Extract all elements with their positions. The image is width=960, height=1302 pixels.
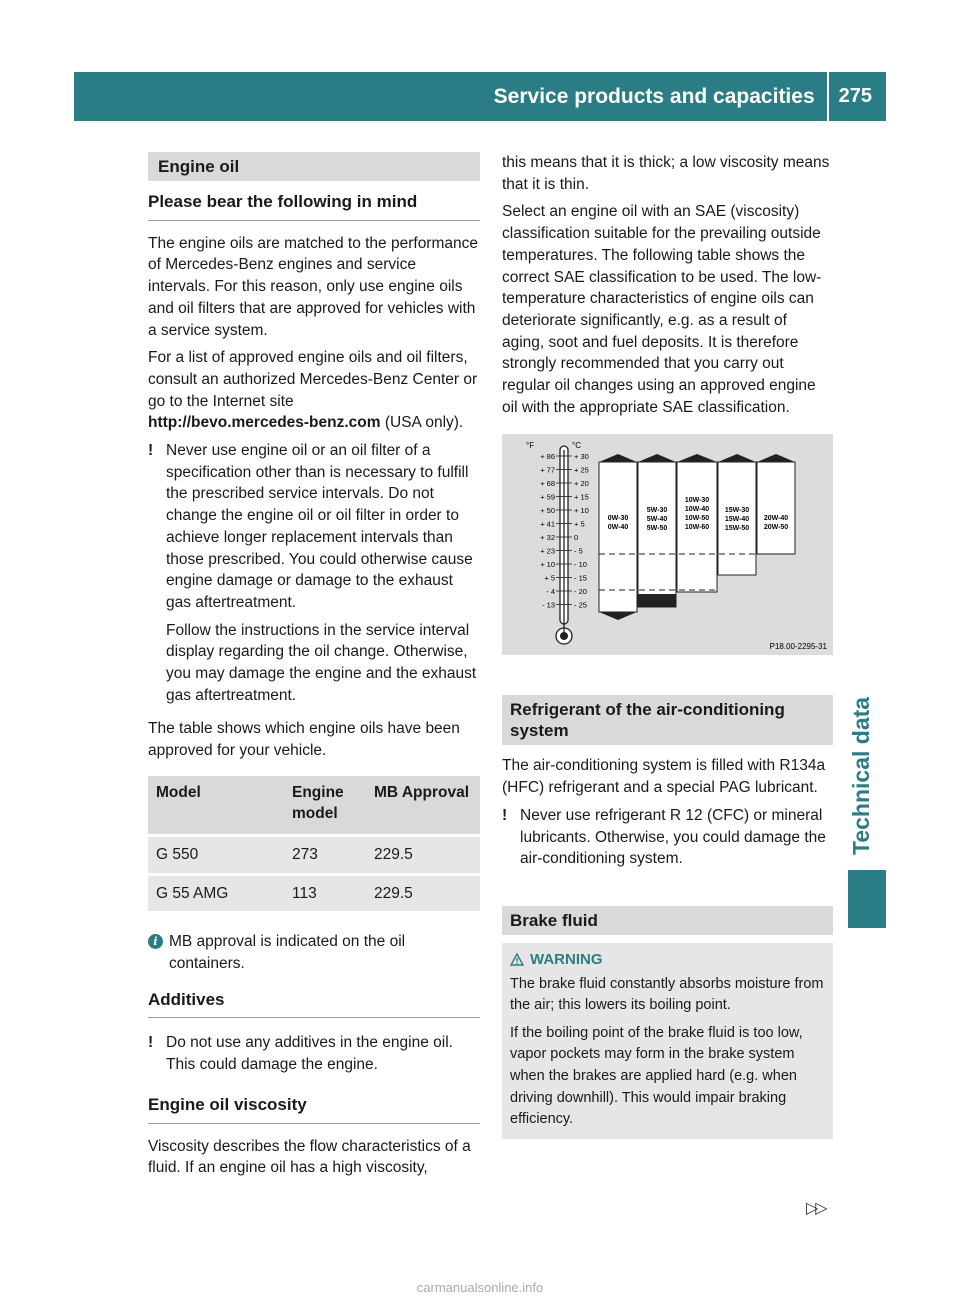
oil-column-arrow [677, 454, 717, 462]
approved-oils-text: For a list of approved engine oils and oil filters, consult an authorized Mercedes-Benz Center or go to the Internet site [148, 349, 478, 410]
fahrenheit-tick-label: + 41 [540, 519, 555, 529]
site-watermark: carmanualsonline.info [416, 1280, 544, 1295]
brake-fluid-heading: Brake fluid [502, 906, 833, 935]
celsius-unit: °C [572, 441, 581, 451]
left-column [148, 152, 480, 1185]
header-mb-approval: MB Approval [366, 776, 480, 834]
celsius-tick-label: 0 [574, 533, 579, 543]
refrigerant-paragraph: The air-conditioning system is filled with R134a (HFC) refrigerant and a special PAG lubricant. [502, 757, 826, 797]
oil-column-arrow [757, 454, 795, 462]
cell-model: G 550 [148, 834, 284, 873]
celsius-tick-label: + 30 [574, 452, 589, 462]
thermometer-bulb-fill [560, 632, 568, 640]
sae-viscosity-diagram [502, 434, 833, 655]
celsius-tick-label: + 15 [574, 492, 589, 502]
fahrenheit-tick-label: + 10 [540, 560, 555, 570]
exclamation-icon: ! [502, 806, 508, 824]
header-engine-model: Engine model [284, 776, 366, 834]
right-column [502, 152, 833, 1139]
warning-label: WARNING [530, 950, 603, 968]
oil-label: 5W-40 [646, 516, 668, 524]
celsius-tick-label: - 15 [574, 573, 587, 583]
approved-oils-paragraph [148, 347, 480, 434]
continue-arrow-icon: ▷▷ [806, 1200, 825, 1217]
oil-label: 15W-40 [724, 516, 750, 524]
cell-mb-approval: 229.5 [366, 873, 480, 912]
exclamation-icon: ! [148, 442, 154, 460]
celsius-tick-label: + 5 [574, 519, 585, 529]
note-additives-text: Do not use any additives in the engine oil. This could damage the engine. [166, 1034, 453, 1074]
cell-model: G 55 AMG [148, 873, 284, 912]
oil-label: 0W-30 [607, 515, 629, 523]
viscosity-heading: Engine oil viscosity [148, 1094, 480, 1124]
fahrenheit-unit: °F [526, 441, 535, 451]
refrigerant-heading: Refrigerant of the air-conditioning system [502, 695, 833, 745]
additives-heading: Additives [148, 989, 480, 1019]
note-oil-spec [148, 440, 480, 712]
cell-mb-approval: 229.5 [366, 834, 480, 873]
fahrenheit-tick-label: + 68 [540, 479, 555, 489]
oil-label: 5W-50 [646, 525, 668, 533]
table-row [148, 834, 480, 873]
sae-viscosity-chart [502, 434, 833, 655]
viscosity-continued: this means that it is thick; a low viscosity means that it is thin. [502, 154, 830, 193]
fahrenheit-tick-label: + 50 [540, 506, 555, 516]
info-mb-approval [148, 931, 480, 974]
fahrenheit-tick-label: - 4 [546, 587, 555, 597]
fahrenheit-tick-label: + 32 [540, 533, 555, 543]
celsius-tick-label: - 25 [574, 600, 587, 610]
approved-oils-table [148, 776, 480, 911]
oil-label: 20W-40 [763, 515, 789, 523]
oil-column-arrow [599, 612, 637, 620]
fahrenheit-tick-label: + 59 [540, 492, 555, 502]
warning-title [510, 949, 825, 971]
note-oil-spec-text: Never use engine oil or an oil filter of a specification other than is necessary to fulfill the prescribed service intervals. Do not change the engine oil or oil filter in order to achieve longer replacement intervals than those prescribed. You could otherwise cause engine damage or damage to the exhaust gas aftertreatment. [166, 442, 473, 611]
engine-oil-heading: Engine oil [148, 152, 480, 181]
section-tab [848, 640, 886, 855]
oil-column-5w [638, 462, 676, 607]
fahrenheit-tick-label: + 86 [540, 452, 555, 462]
celsius-tick-label: + 20 [574, 479, 589, 489]
bear-in-mind-heading: Please bear the following in mind [148, 191, 480, 221]
brake-fluid-warning [502, 943, 833, 1139]
section-tab-marker [848, 870, 886, 928]
table-row [148, 873, 480, 912]
fahrenheit-tick-label: + 77 [540, 465, 555, 475]
header-title: Service products and capacities [493, 84, 815, 108]
note-additives [148, 1032, 480, 1081]
fahrenheit-tick-label: + 5 [544, 573, 555, 583]
approved-oils-suffix: (USA only). [380, 414, 464, 432]
oil-column-arrow [718, 454, 756, 462]
table-header-row [148, 776, 480, 834]
sae-paragraph: Select an engine oil with an SAE (viscosity) classification suitable for the prevailing outside temperatures. The following table shows the correct SAE classification to be used. The low-temperature characteristics of engine oils can deteriorate significantly, e.g. as a result of aging, soot and fuel deposits. It is therefore strongly recommended that you carry out regular oil changes using an approved engine oil with the appropriate SAE classification. [502, 203, 822, 416]
oil-column-arrow [638, 454, 676, 462]
viscosity-paragraph: Viscosity describes the flow characteristics of a fluid. If an engine oil has a high viscosity, [148, 1137, 471, 1177]
oil-label: 20W-50 [763, 524, 789, 532]
fahrenheit-tick-label: - 13 [542, 600, 555, 610]
cell-engine-model: 273 [284, 834, 366, 873]
oil-column-20w [757, 462, 795, 554]
oil-label: 15W-30 [724, 507, 750, 515]
note-refrigerant-text: Never use refrigerant R 12 (CFC) or mineral lubricants. Otherwise, you could damage the air-conditioning system. [520, 806, 826, 868]
celsius-tick-label: - 20 [574, 587, 587, 597]
info-text: MB approval is indicated on the oil containers. [169, 933, 406, 972]
exclamation-icon: ! [148, 1034, 154, 1052]
oil-label: 0W-40 [607, 524, 629, 532]
header-model: Model [148, 776, 284, 834]
fahrenheit-tick-label: + 23 [540, 546, 555, 556]
celsius-tick-label: - 10 [574, 560, 587, 570]
celsius-tick-label: + 10 [574, 506, 589, 516]
warning-text-2: If the boiling point of the brake fluid is too low, vapor pockets may form in the brake system when the brakes are applied hard (e.g. when driving downhill). This would impair braking efficiency. [510, 1024, 803, 1128]
bevo-link[interactable]: http://bevo.mercedes-benz.com [148, 414, 381, 432]
note-service-display-text: Follow the instructions in the service interval display regarding the oil change. Otherwise, you may damage the engine and the exhaust gas aftertreatment. [166, 621, 477, 704]
table-intro: The table shows which engine oils have been approved for your vehicle. [148, 720, 460, 760]
warning-triangle-icon [510, 953, 524, 966]
engine-oil-paragraph: The engine oils are matched to the performance of Mercedes-Benz engines and service intervals. For this reason, only use engine oils and oil filters that are approved for vehicles with a service system. [148, 234, 478, 339]
oil-label: 15W-50 [724, 525, 750, 533]
page-number: 275 [838, 85, 872, 107]
oil-label: 10W-30 [684, 497, 710, 505]
section-tab-label: Technical data [848, 696, 874, 855]
celsius-tick-label: + 25 [574, 465, 589, 475]
info-icon: i [148, 934, 163, 949]
oil-label: 10W-50 [684, 515, 710, 523]
figure-code: P18.00-2295-31 [769, 642, 827, 652]
warning-text-1: The brake fluid constantly absorbs moisture from the air; this lowers its boiling point. [510, 975, 824, 1014]
oil-label: 10W-60 [684, 524, 710, 532]
oil-column-arrow [599, 454, 637, 462]
oil-label: 5W-30 [646, 507, 668, 515]
cell-engine-model: 113 [284, 873, 366, 912]
page-header [74, 72, 886, 121]
celsius-tick-label: - 5 [574, 546, 583, 556]
oil-label: 10W-40 [684, 506, 710, 514]
oil-column-5w-band [638, 594, 676, 607]
note-refrigerant [502, 805, 833, 876]
